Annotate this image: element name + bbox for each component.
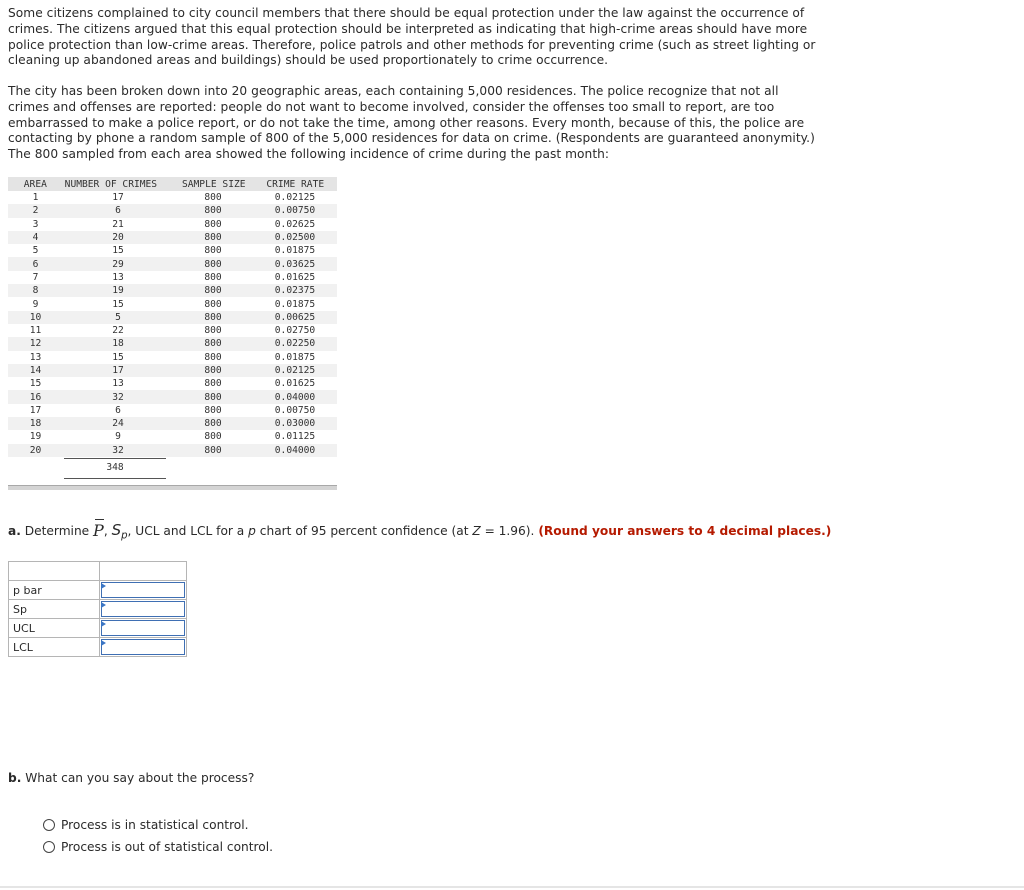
table-row (8, 231, 337, 244)
label-pbar: p bar (9, 581, 100, 600)
crime-data-table (8, 177, 337, 457)
cell-sample: 800 (204, 391, 222, 403)
cell-rate: 0.04000 (274, 444, 316, 456)
col-header-crimes: NUMBER OF CRIMES (64, 178, 158, 190)
cell-sample: 800 (204, 271, 222, 283)
cell-sample: 800 (204, 325, 222, 337)
table-row (8, 244, 337, 257)
cell-area: 15 (29, 378, 42, 390)
cell-sample: 800 (204, 378, 222, 390)
cell-crimes: 32 (112, 391, 124, 403)
table-row (8, 311, 337, 324)
lcl-input[interactable] (100, 638, 187, 657)
table-row (8, 351, 337, 364)
qa-text-4: chart of 95 percent confidence (at (255, 524, 473, 538)
cell-area: 13 (29, 351, 42, 363)
total-top-rule (64, 458, 166, 459)
cell-rate: 0.02750 (274, 325, 316, 337)
cell-sample: 800 (204, 404, 222, 416)
cell-area: 5 (32, 245, 39, 257)
cell-crimes: 15 (112, 298, 124, 310)
question-b (8, 771, 254, 785)
question-b-text: What can you say about the process? (21, 771, 255, 785)
sp-input[interactable] (100, 600, 187, 619)
cell-crimes: 17 (112, 192, 124, 204)
rounding-instruction: (Round your answers to 4 decimal places.) (538, 524, 832, 538)
sp-subscript: p (121, 530, 128, 542)
cell-rate: 0.02125 (274, 365, 316, 376)
table-row (8, 204, 337, 217)
qa-text-2: , (103, 524, 112, 538)
cell-sample: 800 (204, 218, 222, 230)
cell-area: 3 (32, 218, 39, 230)
table-row (8, 297, 337, 310)
qa-text-3: , UCL and LCL for a (127, 524, 249, 538)
cell-sample: 800 (204, 245, 222, 257)
table-row (8, 271, 337, 284)
table-row (8, 218, 337, 231)
answer-row-sp (9, 600, 187, 619)
cell-rate: 0.02625 (274, 218, 316, 230)
cell-crimes: 13 (112, 271, 124, 283)
cell-sample: 800 (204, 258, 222, 270)
cell-crimes: 13 (112, 378, 124, 390)
cell-crimes: 5 (115, 311, 121, 323)
table-row (8, 390, 337, 403)
cell-sample: 800 (204, 298, 222, 310)
cell-crimes: 9 (115, 431, 121, 443)
cell-rate: 0.01625 (274, 271, 316, 283)
cell-crimes: 6 (115, 404, 121, 416)
table-row (8, 377, 337, 390)
cell-area: 7 (32, 271, 39, 283)
cell-rate: 0.02500 (274, 232, 316, 244)
cell-crimes: 15 (112, 245, 124, 257)
table-row (8, 191, 337, 204)
cell-area: 17 (29, 404, 42, 416)
answer-header-blank-2 (100, 562, 187, 581)
cell-sample: 800 (204, 444, 222, 456)
cell-crimes: 24 (112, 418, 124, 430)
answer-row-ucl (9, 619, 187, 638)
cell-crimes: 21 (112, 218, 124, 230)
cell-rate: 0.01625 (274, 378, 316, 390)
page-bottom-rule (0, 886, 1024, 888)
table-row (8, 404, 337, 417)
cell-crimes: 19 (112, 285, 124, 297)
cell-crimes: 17 (112, 365, 124, 376)
answer-header-blank-1 (9, 562, 100, 581)
qa-text-5: = 1.96). (480, 524, 539, 538)
table-header (8, 177, 337, 191)
cell-crimes: 32 (112, 444, 124, 456)
table-row (8, 430, 337, 443)
intro-paragraph-2: The city has been broken down into 20 geographic areas, each containing 5,000 residences. The police recognize that not all crimes and offenses are reported: people do not want to become involved, consider the offenses too small to report, are too embarrassed to make a police report, or do not take the time, among other reasons. Every month, because of this, the police are contacting by phone a random sample of 800 of the 5,000 residences for data on crime. (Respondents are guaranteed anonymity.) The 800 sampled from each area showed the following incidence of crime during the past month: (8, 84, 815, 162)
col-header-rate: CRIME RATE (266, 178, 325, 190)
cell-rate: 0.03625 (274, 258, 316, 270)
table-row (8, 364, 337, 377)
cell-sample: 800 (204, 192, 222, 204)
z-italic: Z (472, 524, 481, 538)
cell-area: 19 (29, 431, 42, 443)
total-bottom-rule (64, 478, 166, 479)
question-a-prefix: a. (8, 524, 21, 538)
option-in-control[interactable] (43, 818, 249, 832)
table-row (8, 417, 337, 430)
table-row (8, 337, 337, 350)
table-row (8, 284, 337, 297)
cell-crimes: 15 (112, 351, 124, 363)
cell-rate: 0.00750 (274, 404, 316, 416)
cell-sample: 800 (204, 205, 222, 217)
table-row (8, 257, 337, 270)
cell-area: 4 (32, 232, 39, 244)
cell-area: 20 (29, 444, 42, 456)
col-header-sample: SAMPLE SIZE (181, 178, 246, 190)
question-b-prefix: b. (8, 771, 22, 785)
cell-rate: 0.01125 (274, 431, 316, 443)
cell-area: 1 (32, 192, 39, 204)
table-divider (8, 485, 337, 490)
cell-area: 10 (29, 311, 42, 323)
cell-crimes: 6 (115, 205, 121, 217)
ucl-input[interactable] (100, 619, 187, 638)
cell-rate: 0.01875 (274, 351, 316, 363)
qa-text-1: Determine (20, 524, 94, 538)
label-ucl: UCL (9, 619, 100, 638)
cell-area: 16 (29, 391, 42, 403)
cell-sample: 800 (204, 232, 222, 244)
cell-area: 8 (32, 285, 39, 297)
cell-sample: 800 (204, 431, 222, 443)
p-bar-symbol: P (93, 521, 104, 540)
cell-rate: 0.00750 (274, 205, 316, 217)
cell-crimes: 29 (112, 258, 124, 270)
cell-rate: 0.02125 (274, 192, 316, 204)
label-lcl: LCL (9, 638, 100, 657)
cell-area: 14 (29, 365, 42, 376)
cell-rate: 0.00625 (274, 311, 316, 323)
option-label: Process is out of statistical control. (61, 840, 273, 854)
cell-sample: 800 (204, 365, 222, 376)
cell-area: 9 (32, 298, 39, 310)
option-label: Process is in statistical control. (61, 818, 249, 832)
cell-rate: 0.03000 (274, 418, 316, 430)
col-header-area: AREA (23, 178, 47, 190)
answer-row-pbar (9, 581, 187, 600)
cell-area: 2 (32, 205, 39, 217)
cell-rate: 0.04000 (274, 391, 316, 403)
p-italic: p (248, 524, 256, 538)
cell-area: 12 (29, 338, 42, 350)
cell-rate: 0.02375 (274, 285, 316, 297)
table-body (8, 191, 337, 457)
answer-header-row (9, 562, 187, 581)
cell-crimes: 18 (112, 338, 124, 350)
answer-row-lcl (9, 638, 187, 657)
total-crimes: 348 (106, 462, 124, 473)
cell-sample: 800 (204, 351, 222, 363)
cell-rate: 0.01875 (274, 298, 316, 310)
cell-crimes: 22 (112, 325, 124, 337)
cell-area: 6 (32, 258, 39, 270)
option-out-of-control[interactable] (43, 840, 273, 854)
cell-rate: 0.02250 (274, 338, 316, 350)
cell-crimes: 20 (112, 232, 124, 244)
cell-area: 11 (29, 325, 42, 337)
table-row (8, 444, 337, 457)
pbar-input[interactable] (100, 581, 187, 600)
cell-area: 18 (29, 418, 42, 430)
question-a (8, 520, 831, 541)
cell-sample: 800 (204, 311, 222, 323)
sp-symbol: S (111, 521, 122, 539)
label-sp: Sp (9, 600, 100, 619)
radio-icon[interactable] (43, 819, 55, 831)
radio-icon[interactable] (43, 841, 55, 853)
cell-sample: 800 (204, 338, 222, 350)
cell-rate: 0.01875 (274, 245, 316, 257)
cell-sample: 800 (204, 418, 222, 430)
table-row (8, 324, 337, 337)
intro-paragraph-1: Some citizens complained to city council members that there should be equal protection under the law against the occurrence of crimes. The citizens argued that this equal protection should be interpreted as indicating that high-crime areas should have more police protection than low-crime areas. Therefore, police patrols and other methods for preventing crime (such as street lighting or cleaning up abandoned areas and buildings) should be used proportionately to crime occurrence. (8, 6, 816, 68)
answer-table (8, 561, 187, 657)
cell-sample: 800 (204, 285, 222, 297)
